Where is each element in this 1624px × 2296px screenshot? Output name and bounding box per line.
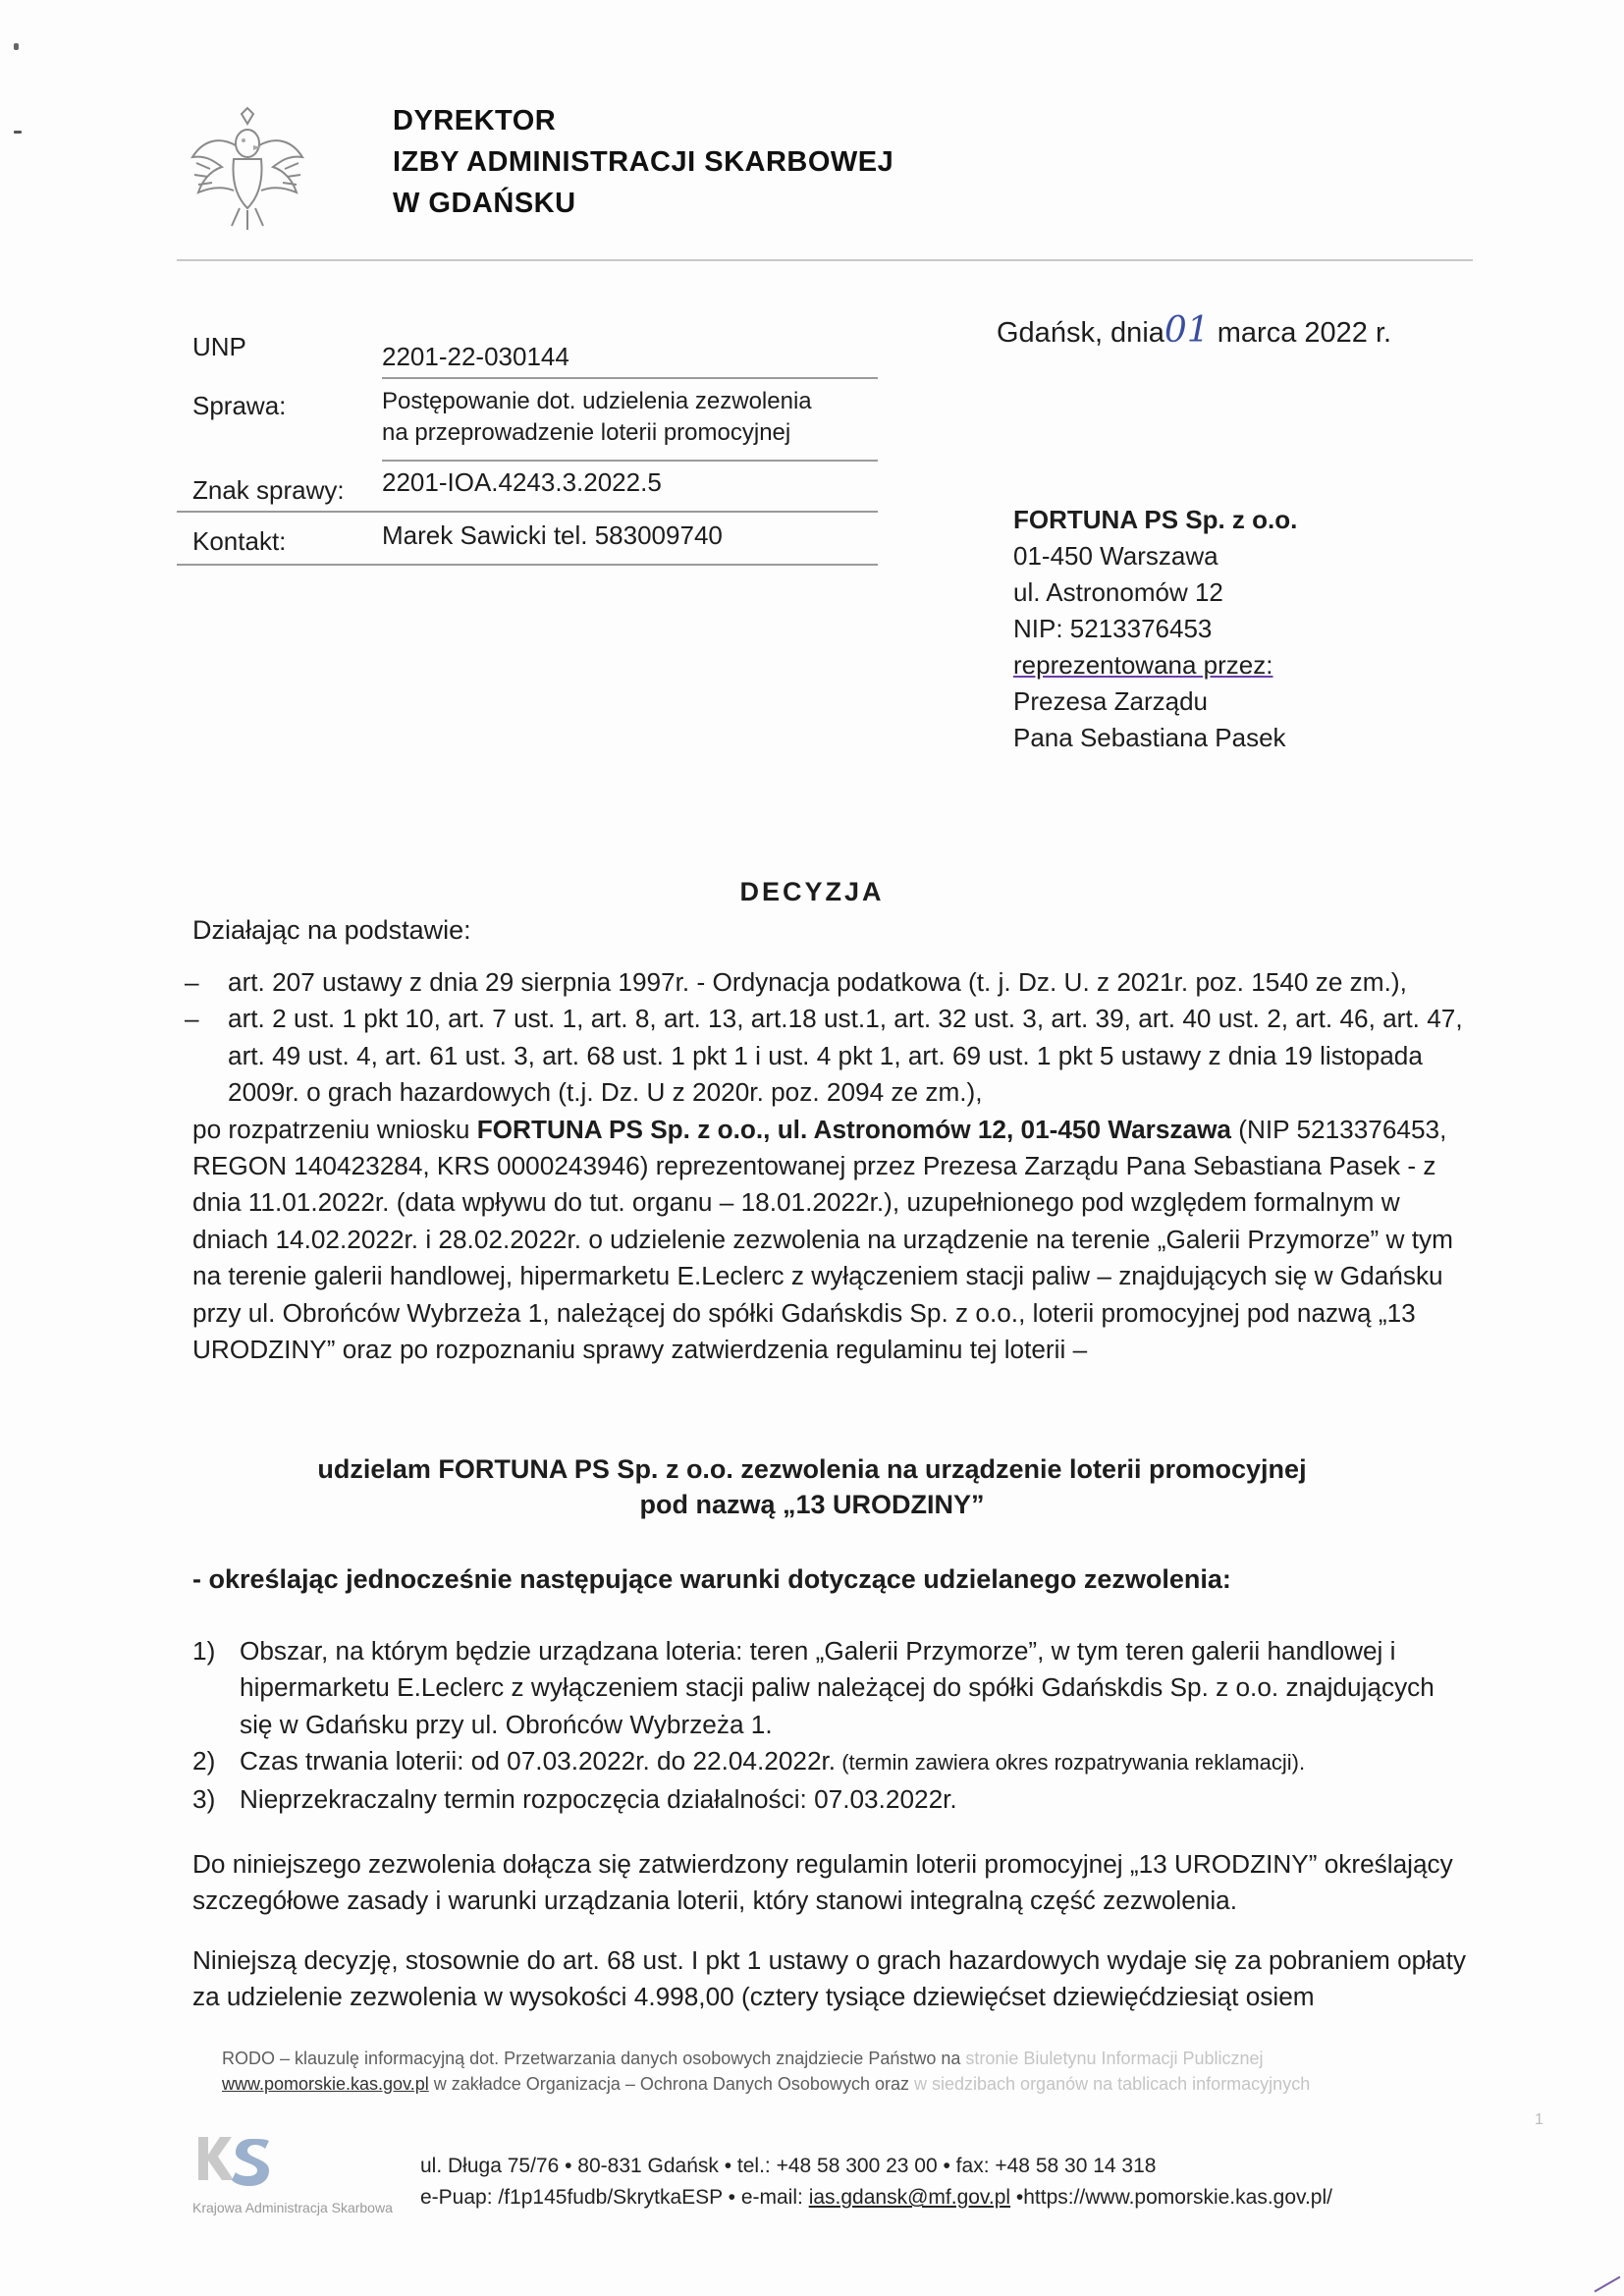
unp-value: 2201-22-030144 — [382, 342, 569, 371]
recipient-name: FORTUNA PS Sp. z o.o. — [1013, 505, 1298, 534]
decision-heading: DECYZJA — [739, 877, 885, 906]
condition-text: Czas trwania loterii: od 07.03.2022r. do 22.04.2022r. — [240, 1746, 837, 1777]
legal-basis-item — [185, 1001, 1474, 1111]
recipient-nip: NIP: 5213376453 — [1013, 614, 1213, 643]
recipient-address — [1013, 502, 1297, 756]
kontakt-value: Marek Sawicki tel. 583009740 — [382, 520, 723, 550]
meta-divider — [177, 564, 878, 566]
header-divider — [177, 259, 1473, 261]
rodo-faint-text: w siedzibach organów na tablicach informacyjnych — [914, 2074, 1311, 2094]
grant-line: pod nazwą „13 URODZINY” — [639, 1490, 985, 1519]
rodo-text: RODO – klauzulę informacyjną dot. Przetwarzania danych osobowych znajdziecie Państwo na — [222, 2049, 966, 2068]
regulation-text: Do niniejszego zezwolenia dołącza się zatwierdzony regulamin loterii promocyjnej „13 URODZINY” określający szczegółowe zasady i warunki urządzania loterii, który stanowi integralną część zezwolenia. — [192, 1849, 1453, 1916]
dash-marker: – — [185, 1004, 199, 1034]
issuer-line: W GDAŃSKU — [393, 188, 576, 219]
kontakt-label: Kontakt: — [192, 526, 287, 556]
grant-statement — [0, 1451, 1624, 1522]
znak-value: 2201-IOA.4243.3.2022.5 — [382, 467, 662, 497]
condition-number: 1) — [192, 1636, 216, 1666]
recipient-represented: reprezentowana przez: — [1013, 650, 1273, 680]
application-text: (NIP 5213376453, REGON 140423284, KRS 0000243946) reprezentowanej przez Prezesa Zarządu Pana Sebastiana Pasek - z dnia 11.01.2022r. (data wpływu do tut. organu – 18.01.2022r.), uzupełnionego pod względem formalnym w dniach 14.02.2022r. i 28.02.2022r. o udzielenie zezwolenia na urządzenie na terenie „Galerii Przymorze” w tym na terenie galerii handlowej, hipermarketu E.Leclerc z wyłączeniem stacji paliw – znajdujących się w Gdańsku przy ul. Obrońców Wybrzeża 1, należącej do spółki Gdańskdis Sp. z o.o., loterii promocyjnej pod nazwą „13 URODZINY” oraz po rozpoznaniu sprawy zatwierdzenia regulaminu tej loterii – — [192, 1114, 1453, 1365]
dash-marker: – — [185, 967, 199, 997]
recipient-postal: 01-450 Warszawa — [1013, 541, 1218, 571]
legal-basis-text: art. 207 ustawy z dnia 29 sierpnia 1997r. - Ordynacja podatkowa (t. j. Dz. U. z 2021r. poz. 1540 ze zm.), — [228, 967, 1407, 997]
date-suffix: marca 2022 r. — [1217, 317, 1392, 349]
date-prefix: Gdańsk, dnia — [997, 317, 1164, 349]
regulation-paragraph — [192, 1846, 1474, 1920]
fee-text: Niniejszą decyzję, stosownie do art. 68 ust. I pkt 1 ustawy o grach hazardowych wydaje się za pobraniem opłaty za udzielenie zezwolenia w wysokości 4.998,00 (cztery tysiące dziewięćset dziewięćdziesiąt osiem — [192, 1945, 1466, 2012]
eagle-emblem-icon — [189, 106, 306, 232]
sprawa-label: Sprawa: — [192, 391, 287, 420]
unp-label: UNP — [192, 332, 246, 361]
legal-basis-label: Działając na podstawie: — [192, 915, 471, 945]
condition-text: Nieprzekraczalny termin rozpoczęcia działalności: 07.03.2022r. — [240, 1783, 957, 1814]
condition-item — [192, 1781, 1474, 1818]
sprawa-value-line-1: Postępowanie dot. udzielenia zezwolenia — [382, 388, 812, 414]
meta-divider — [177, 511, 878, 513]
handwritten-day: 01 — [1164, 310, 1210, 351]
issuer-line: DYREKTOR — [393, 105, 557, 137]
application-paragraph — [192, 1112, 1474, 1369]
condition-item — [192, 1633, 1474, 1743]
footer-email-link[interactable]: ias.gdansk@mf.gov.pl — [808, 2186, 1011, 2209]
decision-body — [185, 964, 1474, 1368]
znak-label: Znak sprawy: — [192, 475, 345, 505]
sprawa-value-line-2: na przeprowadzenie loterii promocyjnej — [382, 419, 791, 446]
conditions-heading: - określając jednocześnie następujące warunki dotyczące udzielanego zezwolenia: — [192, 1564, 1231, 1594]
issuer-line: IZBY ADMINISTRACJI SKARBOWEJ — [393, 146, 894, 178]
issue-date — [997, 310, 1391, 351]
footer-epuap: e-Puap: /f1p145fudb/SkrytkaESP • e-mail: — [420, 2186, 809, 2209]
meta-divider — [382, 377, 878, 379]
conditions-list — [192, 1633, 1474, 1818]
condition-number: 2) — [192, 1746, 216, 1777]
rodo-link[interactable]: www.pomorskie.kas.gov.pl — [222, 2074, 429, 2094]
footer-website[interactable]: •https://www.pomorskie.kas.gov.pl/ — [1010, 2186, 1332, 2209]
pen-mark — [1595, 2276, 1621, 2293]
grant-line: udzielam FORTUNA PS Sp. z o.o. zezwolenia na urządzenie loterii promocyjnej — [317, 1454, 1307, 1484]
application-text: po rozpatrzeniu wniosku — [192, 1114, 477, 1144]
scan-speck — [14, 131, 22, 134]
condition-item — [192, 1743, 1474, 1780]
legal-basis-item — [185, 964, 1474, 1001]
kas-caption: Krajowa Administracja Skarbowa — [192, 2200, 393, 2215]
recipient-rep-name: Pana Sebastiana Pasek — [1013, 723, 1286, 752]
recipient-street: ul. Astronomów 12 — [1013, 577, 1223, 607]
applicant-bold: FORTUNA PS Sp. z o.o., ul. Astronomów 12, 01-450 Warszawa — [476, 1114, 1231, 1144]
rodo-faint-text: stronie Biuletynu Informacji Publicznej — [965, 2049, 1264, 2068]
condition-note: (termin zawiera okres rozpatrywania reklamacji). — [836, 1750, 1306, 1776]
rodo-clause — [222, 2046, 1498, 2097]
scan-speck — [14, 43, 19, 50]
legal-basis-text: art. 2 ust. 1 pkt 10, art. 7 ust. 1, art. 8, art. 13, art.18 ust.1, art. 32 ust. 3, art. 39, art. 40 ust. 2, art. 46, art. 47, art. 49 ust. 4, art. 61 ust. 3, art. 68 ust. 1 pkt 1 i ust. 4 pkt 1, art. 69 ust. 1 pkt 5 ustawy z dnia 19 listopada 2009r. o grach hazardowych (t.j. Dz. U z 2020r. poz. 2094 ze zm.), — [228, 1004, 1463, 1108]
rodo-text: w zakładce Organizacja – Ochrona Danych Osobowych oraz — [428, 2074, 914, 2094]
issuer-title — [393, 100, 893, 224]
footer-contact — [420, 2186, 1332, 2210]
fee-paragraph — [192, 1942, 1474, 2016]
condition-text: Obszar, na którym będzie urządzana loteria: teren „Galerii Przymorze”, w tym teren galerii handlowej i hipermarketu E.Leclerc z wyłączeniem stacji paliw należącej do spółki Gdańskdis Sp. z o.o. znajdujących się w Gdańsku przy ul. Obrońców Wybrzeża 1. — [240, 1636, 1435, 1739]
meta-divider — [382, 460, 878, 462]
footer-address: ul. Długa 75/76 • 80-831 Gdańsk • tel.: +48 58 300 23 00 • fax: +48 58 30 14 318 — [420, 2155, 1157, 2177]
kas-logo-icon — [192, 2129, 291, 2188]
condition-number: 3) — [192, 1783, 216, 1814]
page-number: 1 — [1535, 2111, 1543, 2128]
recipient-rep-title: Prezesa Zarządu — [1013, 686, 1208, 716]
